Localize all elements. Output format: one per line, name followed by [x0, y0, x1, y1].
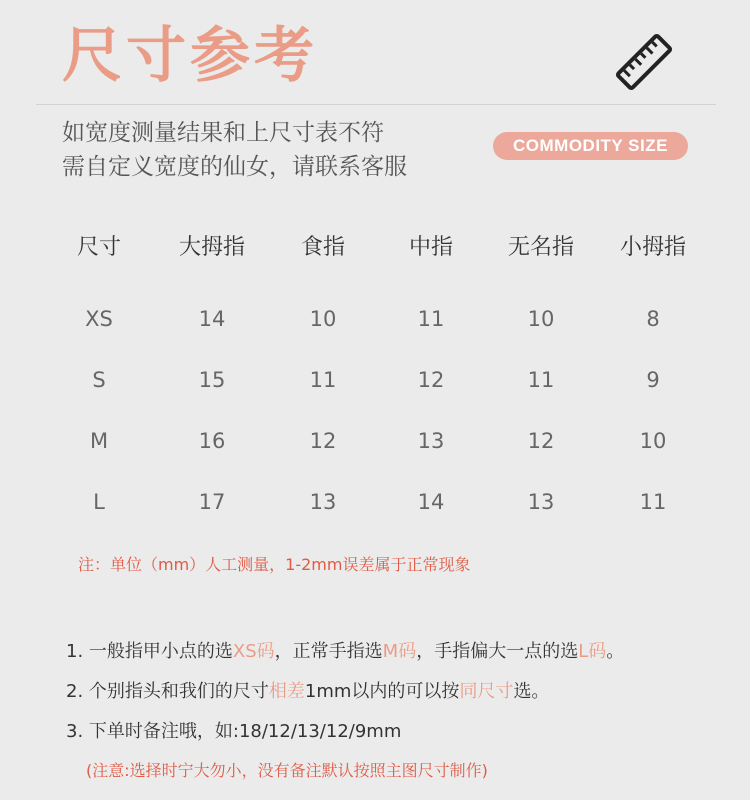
- value-cell: 8: [646, 306, 660, 331]
- size-cell: M: [89, 428, 109, 453]
- value-cell: 14: [198, 306, 226, 331]
- ruler-icon: [612, 30, 676, 94]
- page-title: 尺寸参考: [62, 21, 318, 91]
- tip-text: ，手指偏大一点的选: [416, 641, 579, 662]
- tip-text: 1mm以内的可以按: [304, 681, 460, 702]
- tip-item-2: [66, 676, 624, 716]
- table-header-row: [40, 214, 730, 276]
- size-cell: L: [93, 489, 105, 514]
- tip-highlight: M码: [382, 641, 417, 662]
- value-cell: 17: [198, 489, 226, 514]
- warning-note: (注意:选择时宁大勿小，没有备注默认按照主图尺寸制作): [86, 761, 488, 780]
- value-cell: 9: [646, 367, 660, 392]
- value-cell: 10: [639, 428, 667, 453]
- intro-text: [62, 116, 407, 184]
- table-row: [40, 288, 730, 349]
- tips-list: [66, 636, 624, 756]
- tip-highlight: 相差: [268, 681, 305, 702]
- header-size: 尺寸: [76, 234, 121, 260]
- size-cell: S: [92, 367, 106, 392]
- tip-text: ，正常手指选: [274, 641, 383, 662]
- value-cell: 13: [527, 489, 555, 514]
- table-row: [40, 349, 730, 410]
- value-cell: 14: [417, 489, 445, 514]
- value-cell: 11: [417, 306, 445, 331]
- tip-highlight: XS码: [232, 641, 275, 662]
- table-row: [40, 410, 730, 471]
- header-thumb: 大拇指: [178, 234, 245, 260]
- intro-line-1: 如宽度测量结果和上尺寸表不符: [62, 120, 384, 146]
- value-cell: 12: [309, 428, 337, 453]
- header-pinky: 小拇指: [619, 234, 686, 260]
- header-ring: 无名指: [507, 234, 574, 260]
- tip-text: 1. 一般指甲小点的选: [66, 641, 233, 662]
- header-index: 食指: [300, 234, 345, 260]
- value-cell: 11: [639, 489, 667, 514]
- tip-highlight: 同尺寸: [459, 681, 514, 702]
- header-divider: [36, 104, 716, 105]
- value-cell: 10: [527, 306, 555, 331]
- value-cell: 15: [198, 367, 226, 392]
- unit-note: 注：单位（mm）人工测量，1-2mm误差属于正常现象: [78, 555, 471, 574]
- value-cell: 13: [309, 489, 337, 514]
- value-cell: 13: [417, 428, 445, 453]
- value-cell: 16: [198, 428, 226, 453]
- tip-item-3: 3. 下单时备注哦，如:18/12/13/12/9mm: [66, 721, 402, 742]
- tip-text: 。: [606, 641, 625, 662]
- tip-item-1: [66, 636, 624, 676]
- tip-text: 2. 个别指头和我们的尺寸: [66, 681, 269, 702]
- value-cell: 11: [527, 367, 555, 392]
- value-cell: 12: [417, 367, 445, 392]
- table-row: [40, 471, 730, 532]
- size-cell: XS: [85, 306, 113, 331]
- value-cell: 11: [309, 367, 337, 392]
- tip-highlight: L码: [578, 641, 607, 662]
- size-table: [40, 214, 730, 532]
- header-middle: 中指: [408, 234, 453, 260]
- intro-line-2: 需自定义宽度的仙女，请联系客服: [62, 154, 407, 180]
- value-cell: 10: [309, 306, 337, 331]
- commodity-size-badge: COMMODITY SIZE: [493, 132, 688, 160]
- tip-text: 选。: [513, 681, 550, 702]
- value-cell: 12: [527, 428, 555, 453]
